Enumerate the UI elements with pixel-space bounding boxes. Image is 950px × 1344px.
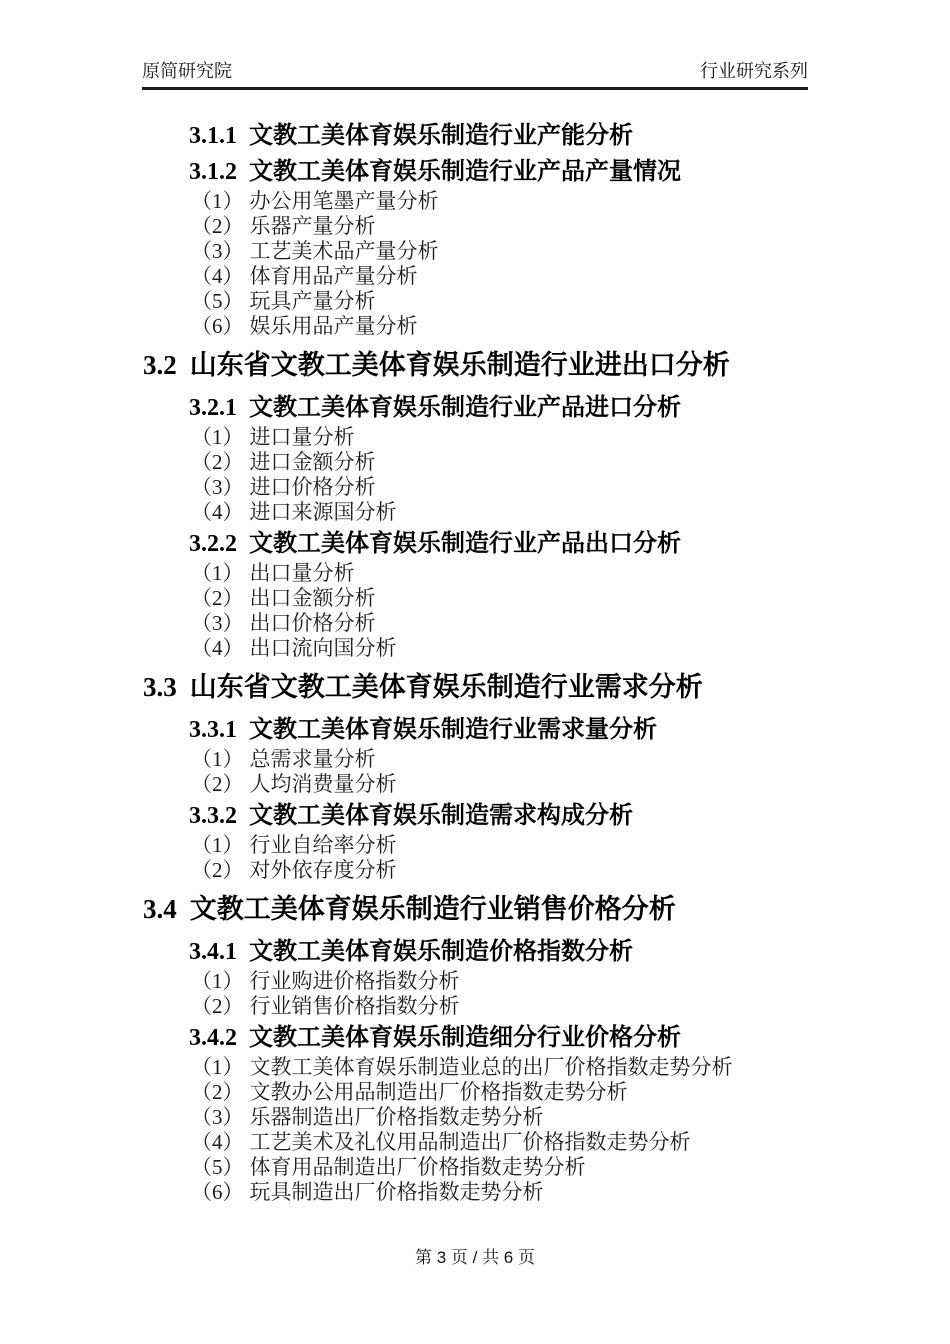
toc-entry-number: （2） <box>191 858 244 882</box>
toc-entry-item <box>143 833 850 858</box>
toc-entry-title: 出口金额分析 <box>249 586 376 610</box>
toc-entry-title: 出口流向国分析 <box>249 636 397 660</box>
toc-entry-title: 总需求量分析 <box>249 747 376 771</box>
toc-entry-item <box>143 611 850 636</box>
toc-entry-number: （3） <box>191 611 244 635</box>
toc-entry-title: 文教工美体育娱乐制造价格指数分析 <box>249 939 633 965</box>
toc-entry-item <box>143 636 850 661</box>
toc-entry-number: （2） <box>191 1080 244 1104</box>
toc-entry-title: 出口价格分析 <box>249 611 376 635</box>
toc-entry-item <box>143 214 850 239</box>
toc-entry-number: （4） <box>191 500 244 524</box>
toc-entry-sub <box>143 525 850 561</box>
toc-entry-number: （5） <box>191 1155 244 1179</box>
toc-entry-item <box>143 772 850 797</box>
toc-entry-title: 文教工美体育娱乐制造细分行业价格分析 <box>249 1025 681 1051</box>
toc-entry-title: 文教工美体育娱乐制造行业产品出口分析 <box>249 531 681 557</box>
toc-entry-item <box>143 475 850 500</box>
toc-entry-title: 玩具制造出厂价格指数走势分析 <box>249 1180 544 1204</box>
toc-entry-title: 娱乐用品产量分析 <box>249 314 418 338</box>
toc-entry-number: （1） <box>191 189 244 213</box>
toc-entry-title: 工艺美术及礼仪用品制造出厂价格指数走势分析 <box>249 1130 691 1154</box>
toc-entry-item <box>143 858 850 883</box>
toc-entry-number: （4） <box>191 264 244 288</box>
page-header <box>142 60 808 90</box>
toc-entry-item <box>143 239 850 264</box>
toc-entry-sub <box>143 933 850 969</box>
toc-entry-item <box>143 450 850 475</box>
toc-entry-item <box>143 1130 850 1155</box>
toc-entry-title: 乐器制造出厂价格指数走势分析 <box>249 1105 544 1129</box>
toc-entry-item <box>143 500 850 525</box>
toc-entry-number: 3.3.1 <box>189 717 237 743</box>
toc-entry-number: （1） <box>191 747 244 771</box>
toc-entry-title: 行业销售价格指数分析 <box>249 994 460 1018</box>
toc-entry-title: 山东省文教工美体育娱乐制造行业需求分析 <box>189 672 703 702</box>
toc-entry-number: （3） <box>191 475 244 499</box>
toc-entry-item <box>143 747 850 772</box>
toc-entry-item <box>143 314 850 339</box>
toc-entry-item <box>143 586 850 611</box>
toc-entry-title: 办公用笔墨产量分析 <box>249 189 439 213</box>
toc-entry-title: 文教工美体育娱乐制造业总的出厂价格指数走势分析 <box>249 1055 733 1079</box>
toc-entry-sub <box>143 153 850 189</box>
toc-entry-sub <box>143 711 850 747</box>
toc-entry-title: 山东省文教工美体育娱乐制造行业进出口分析 <box>189 350 730 380</box>
toc-entry-number: 3.2.1 <box>189 395 237 421</box>
header-right-text: 行业研究系列 <box>700 61 808 81</box>
toc-entry-item <box>143 1080 850 1105</box>
toc-entry-number: 3.3 <box>143 672 177 702</box>
toc-entry-item <box>143 969 850 994</box>
toc-entry-title: 行业自给率分析 <box>249 833 397 857</box>
toc-entry-section <box>143 339 850 389</box>
toc-entry-item <box>143 1180 850 1205</box>
toc-entry-item <box>143 994 850 1019</box>
toc-entry-number: （1） <box>191 425 244 449</box>
toc-entry-number: （4） <box>191 636 244 660</box>
toc-entry-title: 出口量分析 <box>249 561 355 585</box>
toc-entry-number: （3） <box>191 1105 244 1129</box>
table-of-contents <box>143 117 850 1205</box>
toc-entry-number: （1） <box>191 1055 244 1079</box>
toc-entry-title: 文教工美体育娱乐制造行业销售价格分析 <box>189 894 676 924</box>
toc-entry-number: （6） <box>191 314 244 338</box>
toc-entry-number: （2） <box>191 450 244 474</box>
toc-entry-number: 3.1.2 <box>189 159 237 185</box>
toc-entry-item <box>143 1055 850 1080</box>
toc-entry-title: 进口来源国分析 <box>249 500 397 524</box>
toc-entry-number: （1） <box>191 561 244 585</box>
toc-entry-title: 文教工美体育娱乐制造需求构成分析 <box>249 803 633 829</box>
toc-entry-title: 进口价格分析 <box>249 475 376 499</box>
toc-entry-title: 文教工美体育娱乐制造行业产能分析 <box>249 123 633 149</box>
toc-entry-sub <box>143 117 850 153</box>
toc-entry-title: 行业购进价格指数分析 <box>249 969 460 993</box>
toc-entry-title: 玩具产量分析 <box>249 289 376 313</box>
toc-entry-title: 文教办公用品制造出厂价格指数走势分析 <box>249 1080 628 1104</box>
toc-entry-number: （2） <box>191 586 244 610</box>
toc-entry-title: 体育用品制造出厂价格指数走势分析 <box>249 1155 586 1179</box>
toc-entry-section <box>143 661 850 711</box>
toc-entry-number: （1） <box>191 833 244 857</box>
toc-entry-number: （1） <box>191 969 244 993</box>
toc-entry-number: （2） <box>191 772 244 796</box>
toc-entry-title: 文教工美体育娱乐制造行业产品产量情况 <box>249 159 681 185</box>
toc-entry-item <box>143 1105 850 1130</box>
toc-entry-number: （4） <box>191 1130 244 1154</box>
toc-entry-section <box>143 883 850 933</box>
toc-entry-number: 3.1.1 <box>189 123 237 149</box>
toc-entry-item <box>143 289 850 314</box>
toc-entry-number: 3.4.2 <box>189 1025 237 1051</box>
toc-entry-item <box>143 561 850 586</box>
toc-entry-title: 文教工美体育娱乐制造行业产品进口分析 <box>249 395 681 421</box>
toc-entry-number: （5） <box>191 289 244 313</box>
toc-entry-title: 工艺美术品产量分析 <box>249 239 439 263</box>
toc-entry-title: 人均消费量分析 <box>249 772 397 796</box>
toc-entry-sub <box>143 1019 850 1055</box>
toc-entry-item <box>143 189 850 214</box>
toc-entry-number: 3.2 <box>143 350 177 380</box>
toc-entry-item <box>143 425 850 450</box>
toc-entry-item <box>143 1155 850 1180</box>
header-left-text: 原简研究院 <box>142 61 232 81</box>
toc-entry-title: 进口量分析 <box>249 425 355 449</box>
toc-entry-number: （2） <box>191 994 244 1018</box>
toc-entry-title: 体育用品产量分析 <box>249 264 418 288</box>
toc-entry-number: （2） <box>191 214 244 238</box>
toc-entry-sub <box>143 389 850 425</box>
page-footer <box>0 1245 950 1270</box>
toc-entry-number: 3.3.2 <box>189 803 237 829</box>
toc-entry-title: 乐器产量分析 <box>249 214 376 238</box>
toc-entry-title: 文教工美体育娱乐制造行业需求量分析 <box>249 717 657 743</box>
toc-entry-sub <box>143 797 850 833</box>
toc-entry-number: 3.4 <box>143 894 177 924</box>
toc-entry-number: （6） <box>191 1180 244 1204</box>
toc-entry-number: 3.4.1 <box>189 939 237 965</box>
toc-entry-title: 进口金额分析 <box>249 450 376 474</box>
toc-entry-item <box>143 264 850 289</box>
toc-entry-number: 3.2.2 <box>189 531 237 557</box>
page-number-label: 第 3 页 / 共 6 页 <box>415 1248 535 1267</box>
toc-entry-number: （3） <box>191 239 244 263</box>
toc-entry-title: 对外依存度分析 <box>249 858 397 882</box>
